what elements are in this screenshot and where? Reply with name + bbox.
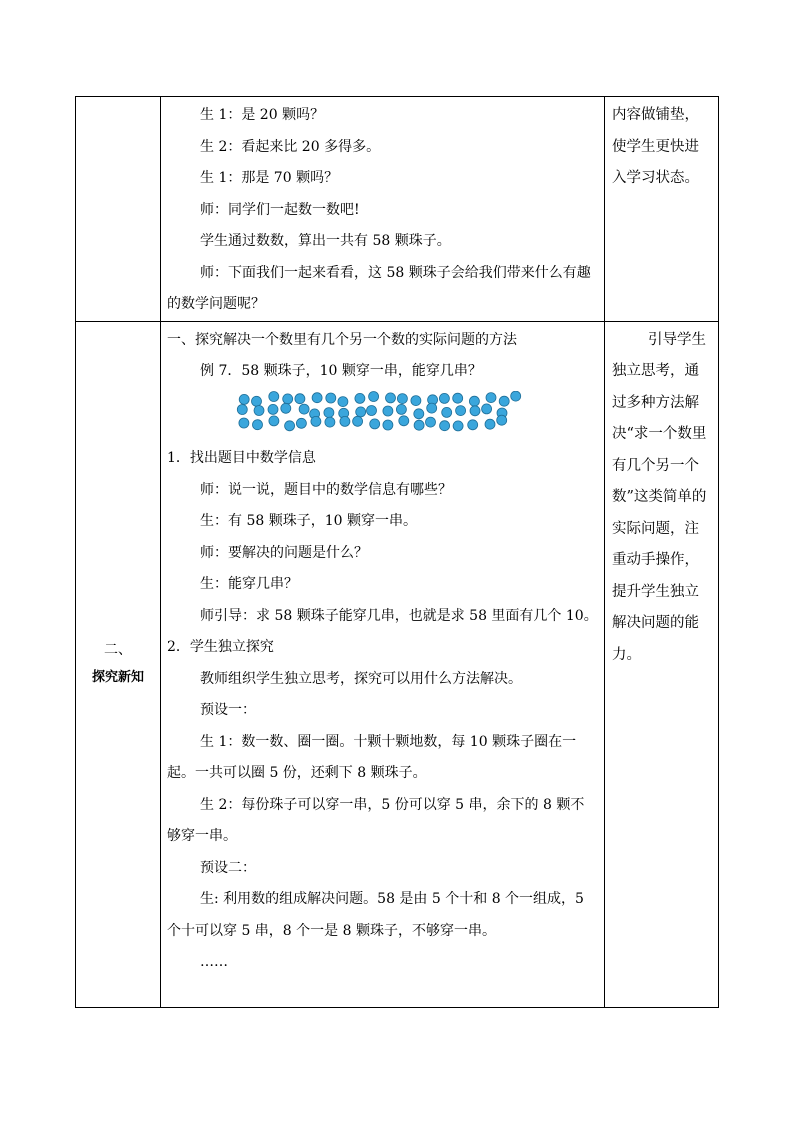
bead [482,404,492,414]
dialogue-line: 师：下面我们一起来看看，这 58 颗珠子会给我们带来什么有趣的数学问题呢？ [167,264,591,312]
bead [440,421,450,431]
bead [453,393,463,403]
dialogue-line: 生 2：每份珠子可以穿一串，5 份可以穿 5 串，余下的 8 颗不够穿一串。 [167,796,585,844]
bead [397,394,407,404]
bead [311,416,321,426]
table-row [76,321,719,1007]
bead [283,394,293,404]
beads-illustration [231,391,535,437]
bead [370,419,380,429]
stage-cell-empty [76,97,161,322]
bead [254,406,264,416]
dialogue-line: 生 1：那是 70 颗吗？ [200,170,339,186]
bead [353,416,363,426]
dialogue-line: 生: 利用数的组成解决问题。58 是由 5 个十和 8 个一组成，5 个十可以穿 5 串，8 个一是 8 颗珠子，不够穿一串。 [167,891,584,939]
bead [367,406,377,416]
bead [426,417,436,427]
bead [299,404,309,414]
section-number: 二、 [104,642,132,658]
design-intent-text: 内容做铺垫，使学生更快进入学习状态。 [612,107,699,186]
bead [470,406,480,416]
process-cell [161,321,605,1007]
section-heading: 一、探究解决一个数里有几个另一个数的实际问题的方法 [167,331,517,348]
bead [485,419,495,429]
dialogue-line: 师：同学们一起数一数吧! [200,201,360,218]
bead [269,416,279,426]
lesson-table [75,96,719,1008]
dialogue-line: 师引导：求 58 颗珠子能穿几串，也就是求 58 里面有几个 10。 [200,607,598,624]
bead [511,391,521,401]
bead [239,418,249,428]
bead [285,421,295,431]
table-row [76,97,719,322]
design-intent-cell [605,97,719,322]
step2-title: 2．学生独立探究 [167,639,274,655]
bead [326,393,336,403]
bead [295,394,305,404]
dialogue-line: 教师组织学生独立思考，探究可以用什么方法解决。 [200,670,522,687]
bead [253,420,263,430]
dialogue-line: 生 1：是 20 颗吗？ [200,107,325,123]
bead [252,396,262,406]
bead [324,408,334,418]
bead [269,392,279,402]
dialogue-line: 生 1：数一数、圈一圈。十颗十颗地数，每 10 颗珠子圈在一起。一共可以圈 5 份，还剩下 8 颗珠子。 [167,733,577,781]
bead [442,407,452,417]
bead [411,396,421,406]
bead [497,415,507,425]
bead [356,407,366,417]
bead [383,406,393,416]
bead [338,397,348,407]
example-problem: 例 7．58 颗珠子，10 颗穿一串，能穿几串？ [200,362,482,379]
bead [237,405,247,415]
design-intent-text: 引导学生独立思考，通过多种方法解决“求一个数里有几个另一个数”这类简单的实际问题，注重动手操作，提升学生独立解决问题的能力。 [612,331,707,663]
dialogue-line: 学生通过数数，算出一共有 58 颗珠子。 [200,233,451,249]
dialogue-line: 师：要解决的问题是什么？ [200,544,368,561]
ellipsis: …… [200,954,228,970]
dialogue-line: 生 2：看起来比 20 多得多。 [200,138,381,155]
bead [396,404,406,414]
bead [414,409,424,419]
dialogue-line: 预设一： [200,702,256,718]
bead [369,392,379,402]
step1-title: 1．找出题目中数学信息 [167,450,316,466]
section-title: 探究新知 [91,670,144,685]
bead [325,417,335,427]
dialogue-line: 预设二： [200,859,256,876]
bead [268,404,278,414]
bead [468,420,478,430]
dialogue-line: 生：有 58 颗珠子，10 颗穿一串。 [200,513,417,529]
bead [456,406,466,416]
bead [453,421,463,431]
bead [355,393,365,403]
bead [383,420,393,430]
stage-cell [76,321,161,1007]
dialogue-line: 生：能穿几串？ [200,576,298,592]
bead [340,416,350,426]
bead [296,418,306,428]
bead [427,403,437,413]
bead [239,394,249,404]
design-intent-cell [605,321,719,1007]
bead [312,393,322,403]
bead [439,393,449,403]
dialogue-line: 师：说一说，题目中的数学信息有哪些？ [200,481,452,498]
bead [414,420,424,430]
bead [499,396,509,406]
bead [386,393,396,403]
bead [399,416,409,426]
bead [469,396,479,406]
process-cell [161,97,605,322]
bead [281,403,291,413]
bead [486,393,496,403]
